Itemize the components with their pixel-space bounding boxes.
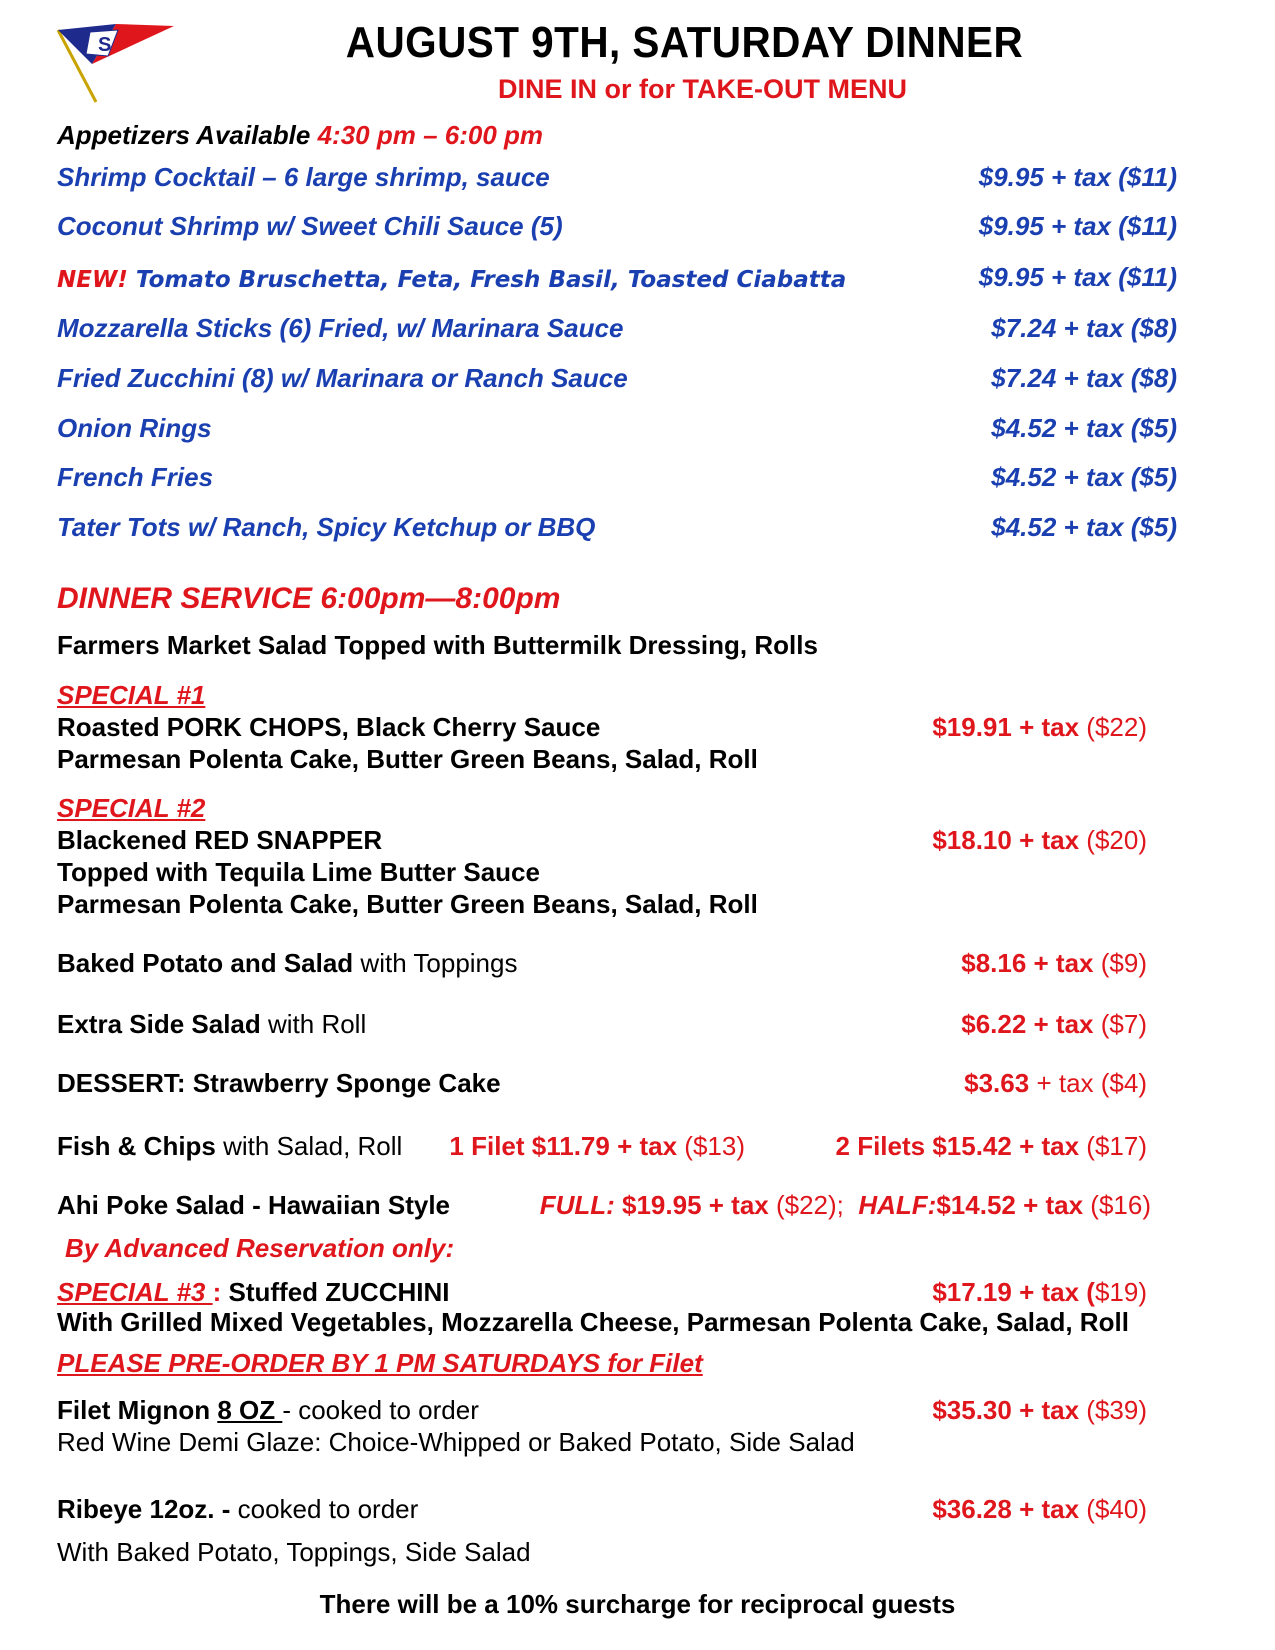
preorder-notice: PLEASE PRE-ORDER BY 1 PM SATURDAYS for Filet <box>57 1348 703 1378</box>
filet-price: $35.30 + tax ($39) <box>932 1395 1147 1425</box>
appetizer-name: Tater Tots w/ Ranch, Spicy Ketchup or BBQ <box>57 512 596 542</box>
baked-potato-item: Baked Potato and Salad with Toppings <box>57 948 518 978</box>
special-2-label: SPECIAL #2 <box>57 793 206 823</box>
ahi-poke-price: FULL: $19.95 + tax ($22); HALF:$14.52 + tax ($16) <box>539 1190 1151 1220</box>
baked-potato-price: $8.16 + tax ($9) <box>961 948 1147 978</box>
dessert-item: DESSERT: Strawberry Sponge Cake <box>57 1068 501 1098</box>
appetizer-name: Mozzarella Sticks (6) Fried, w/ Marinara Sauce <box>57 313 624 343</box>
ahi-poke-item: Ahi Poke Salad - Hawaiian Style <box>57 1190 451 1220</box>
ribeye-price: $36.28 + tax ($40) <box>932 1494 1147 1524</box>
appetizer-price: $9.95 + tax ($11) <box>978 211 1177 241</box>
special-1-line1: Roasted PORK CHOPS, Black Cherry Sauce <box>57 712 601 742</box>
special-1-label: SPECIAL #1 <box>57 680 206 710</box>
special-3-line: SPECIAL #3 : Stuffed ZUCCHINI <box>57 1277 450 1307</box>
new-badge: NEW! <box>57 267 128 293</box>
ribeye-item: Ribeye 12oz. - cooked to order <box>57 1494 419 1524</box>
menu-subtitle: DINE IN or for TAKE-OUT MENU <box>498 74 907 104</box>
fish-chips-two-filet-price: 2 Filets $15.42 + tax ($17) <box>835 1131 1147 1161</box>
filet-desc: Red Wine Demi Glaze: Choice-Whipped or Baked Potato, Side Salad <box>57 1427 855 1457</box>
appetizer-price: $7.24 + tax ($8) <box>991 313 1177 343</box>
special-2-price: $18.10 + tax ($20) <box>932 825 1147 855</box>
appetizer-name: Onion Rings <box>57 413 212 443</box>
appetizer-price: $7.24 + tax ($8) <box>991 363 1177 393</box>
appetizer-name: Shrimp Cocktail – 6 large shrimp, sauce <box>57 162 550 192</box>
special-3-desc: With Grilled Mixed Vegetables, Mozzarella Cheese, Parmesan Polenta Cake, Salad, Roll <box>57 1307 1129 1337</box>
special-2-line1: Blackened RED SNAPPER <box>57 825 383 855</box>
appetizer-name: French Fries <box>57 462 214 492</box>
special-3-price: $17.19 + tax ($19) <box>932 1277 1147 1307</box>
special-3-label: SPECIAL #3 <box>57 1277 213 1307</box>
dinner-service-heading: DINNER SERVICE 6:00pm—8:00pm <box>57 582 561 615</box>
appetizer-price: $4.52 + tax ($5) <box>991 413 1177 443</box>
appetizer-price: $4.52 + tax ($5) <box>991 512 1177 542</box>
surcharge-footer: There will be a 10% surcharge for reciprocal guests <box>319 1589 956 1619</box>
ribeye-desc: With Baked Potato, Toppings, Side Salad <box>57 1537 531 1567</box>
salad-line: Farmers Market Salad Topped with Buttermilk Dressing, Rolls <box>57 630 818 660</box>
fish-chips-item: Fish & Chips with Salad, Roll <box>57 1131 403 1161</box>
appetizer-name: Fried Zucchini (8) w/ Marinara or Ranch Sauce <box>57 363 628 393</box>
special-2-line2: Topped with Tequila Lime Butter Sauce <box>57 857 540 887</box>
special-2-line3: Parmesan Polenta Cake, Butter Green Beans, Salad, Roll <box>57 889 758 919</box>
menu-title: AUGUST 9TH, SATURDAY DINNER <box>345 18 1024 67</box>
special-1-line2: Parmesan Polenta Cake, Butter Green Beans, Salad, Roll <box>57 744 758 774</box>
appetizer-name: NEW! Tomato Bruschetta, Feta, Fresh Basil, Toasted Ciabatta <box>57 267 847 293</box>
dessert-price: $3.63 + tax ($4) <box>964 1068 1147 1098</box>
reservation-heading: By Advanced Reservation only: <box>65 1233 455 1263</box>
appetizer-name: Coconut Shrimp w/ Sweet Chili Sauce (5) <box>57 211 563 241</box>
filet-item: Filet Mignon 8 OZ - cooked to order <box>57 1395 479 1425</box>
side-salad-item: Extra Side Salad with Roll <box>57 1009 367 1039</box>
side-salad-price: $6.22 + tax ($7) <box>961 1009 1147 1039</box>
fish-chips-one-filet-price: 1 Filet $11.79 + tax ($13) <box>449 1131 745 1161</box>
logo-letter: S <box>98 34 112 56</box>
appetizer-price: $9.95 + tax ($11) <box>978 262 1177 292</box>
appetizers-heading: Appetizers Available 4:30 pm – 6:00 pm <box>57 120 544 150</box>
special-1-price: $19.91 + tax ($22) <box>932 712 1147 742</box>
appetizer-price: $4.52 + tax ($5) <box>991 462 1177 492</box>
appetizer-price: $9.95 + tax ($11) <box>978 162 1177 192</box>
